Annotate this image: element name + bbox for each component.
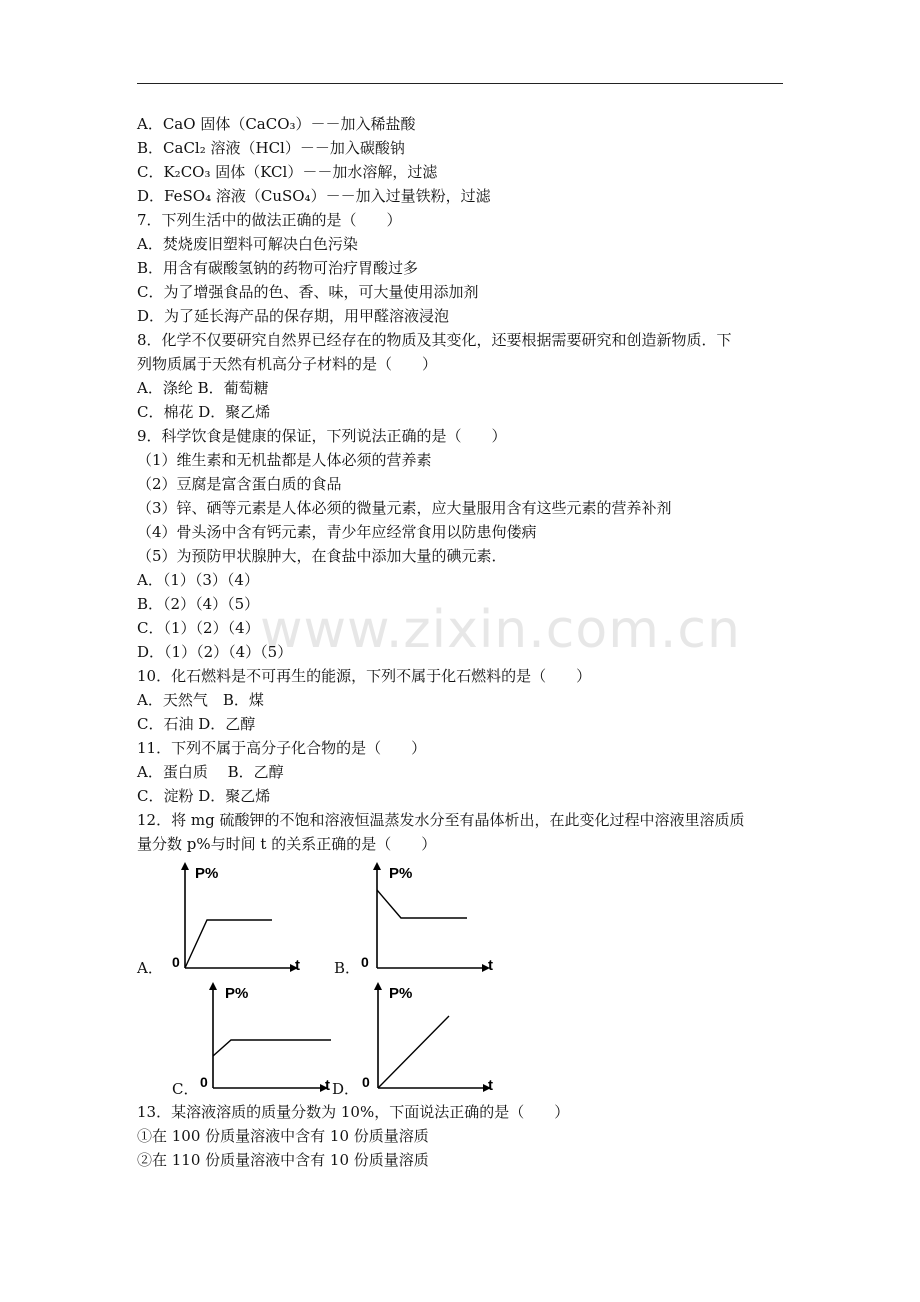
q6-option-c: C．K₂CO₃ 固体（KCl）－－加水溶解，过滤: [137, 163, 438, 181]
q9-option-d: D．（1）（2）（4）（5）: [137, 643, 293, 661]
x-axis-label: t: [488, 957, 493, 974]
x-axis-label: t: [325, 1077, 330, 1094]
curve-a: [185, 920, 272, 968]
graph-a-label: A．: [137, 959, 163, 977]
q13-statement-2: ②在 110 份质量溶液中含有 10 份质量溶质: [137, 1151, 429, 1169]
curve-d: [378, 1016, 449, 1088]
q11-options-cd: C．淀粉 D．聚乙烯: [137, 787, 271, 805]
q10-stem: 10．化石燃料是不可再生的能源，下列不属于化石燃料的是（ ）: [137, 667, 592, 685]
x-axis-label: t: [295, 957, 300, 974]
y-axis-label: P%: [225, 985, 249, 1002]
y-axis-label: P%: [195, 865, 219, 882]
origin-label: 0: [361, 954, 369, 970]
y-axis-arrow: [373, 862, 381, 870]
q8-stem-line2: 列物质属于天然有机高分子材料的是（ ）: [137, 355, 438, 373]
q7-option-c: C．为了增强食品的色、香、味，可大量使用添加剂: [137, 283, 479, 301]
q9-item-5: （5）为预防甲状腺肿大，在食盐中添加大量的碘元素．: [137, 547, 507, 565]
y-axis-arrow: [181, 862, 189, 870]
y-axis-arrow: [374, 982, 382, 990]
q8-options-ab: A．涤纶 B．葡萄糖: [137, 379, 269, 397]
graph-c: [188, 978, 338, 1098]
graph-b: [352, 858, 502, 978]
graph-b-label: B．: [334, 959, 361, 977]
q8-stem-line1: 8．化学不仅要研究自然界已经存在的物质及其变化，还要根据需要研究和创造新物质．下: [137, 331, 732, 349]
q7-stem: 7．下列生活中的做法正确的是（ ）: [137, 211, 402, 229]
q11-stem: 11．下列不属于高分子化合物的是（ ）: [137, 739, 427, 757]
graph-c-label: C．: [172, 1080, 199, 1098]
q12-stem-line2: 量分数 p%与时间 t 的关系正确的是（ ）: [137, 835, 437, 853]
x-axis-label: t: [488, 1077, 493, 1094]
q9-item-4: （4）骨头汤中含有钙元素，青少年应经常食用以防患佝偻病: [137, 523, 537, 541]
q7-option-b: B．用含有碳酸氢钠的药物可治疗胃酸过多: [137, 259, 419, 277]
q6-option-b: B．CaCl₂ 溶液（HCl）－－加入碳酸钠: [137, 139, 405, 157]
q9-stem: 9．科学饮食是健康的保证，下列说法正确的是（ ）: [137, 427, 507, 445]
q8-options-cd: C．棉花 D．聚乙烯: [137, 403, 271, 421]
q9-item-1: （1）维生素和无机盐都是人体必须的营养素: [137, 451, 432, 469]
q13-stem: 13．某溶液溶质的质量分数为 10%，下面说法正确的是（ ）: [137, 1103, 570, 1121]
header-rule: [137, 83, 783, 84]
origin-label: 0: [172, 954, 180, 970]
watermark: www.zixin.com.cn: [260, 600, 741, 660]
curve-b: [377, 890, 467, 918]
graph-a: [160, 858, 310, 978]
q9-item-3: （3）锌、硒等元素是人体必须的微量元素，应大量服用含有这些元素的营养补剂: [137, 499, 672, 517]
q9-item-2: （2）豆腐是富含蛋白质的食品: [137, 475, 342, 493]
q7-option-d: D．为了延长海产品的保存期，用甲醛溶液浸泡: [137, 307, 450, 325]
q12-stem-line1: 12．将 mg 硫酸钾的不饱和溶液恒温蒸发水分至有晶体析出，在此变化过程中溶液里溶质质: [137, 811, 745, 829]
q9-option-c: C．（1）（2）（4）: [137, 619, 260, 637]
graph-d: [353, 978, 503, 1098]
y-axis-label: P%: [389, 985, 413, 1002]
curve-c: [213, 1040, 331, 1056]
q6-option-d: D．FeSO₄ 溶液（CuSO₄）－－加入过量铁粉，过滤: [137, 187, 491, 205]
q10-options-ab: A．天然气 B．煤: [137, 691, 264, 709]
origin-label: 0: [362, 1074, 370, 1090]
origin-label: 0: [200, 1074, 208, 1090]
q7-option-a: A．焚烧废旧塑料可解决白色污染: [137, 235, 358, 253]
y-axis-arrow: [209, 982, 217, 990]
q9-option-a: A．（1）（3）（4）: [137, 571, 259, 589]
q9-option-b: B．（2）（4）（5）: [137, 595, 260, 613]
graph-d-label: D．: [332, 1080, 360, 1098]
y-axis-label: P%: [389, 865, 413, 882]
q13-statement-1: ①在 100 份质量溶液中含有 10 份质量溶质: [137, 1127, 429, 1145]
q6-option-a: A．CaO 固体（CaCO₃）－－加入稀盐酸: [137, 115, 416, 133]
q11-options-ab: A．蛋白质 B．乙醇: [137, 763, 284, 781]
q10-options-cd: C．石油 D．乙醇: [137, 715, 256, 733]
